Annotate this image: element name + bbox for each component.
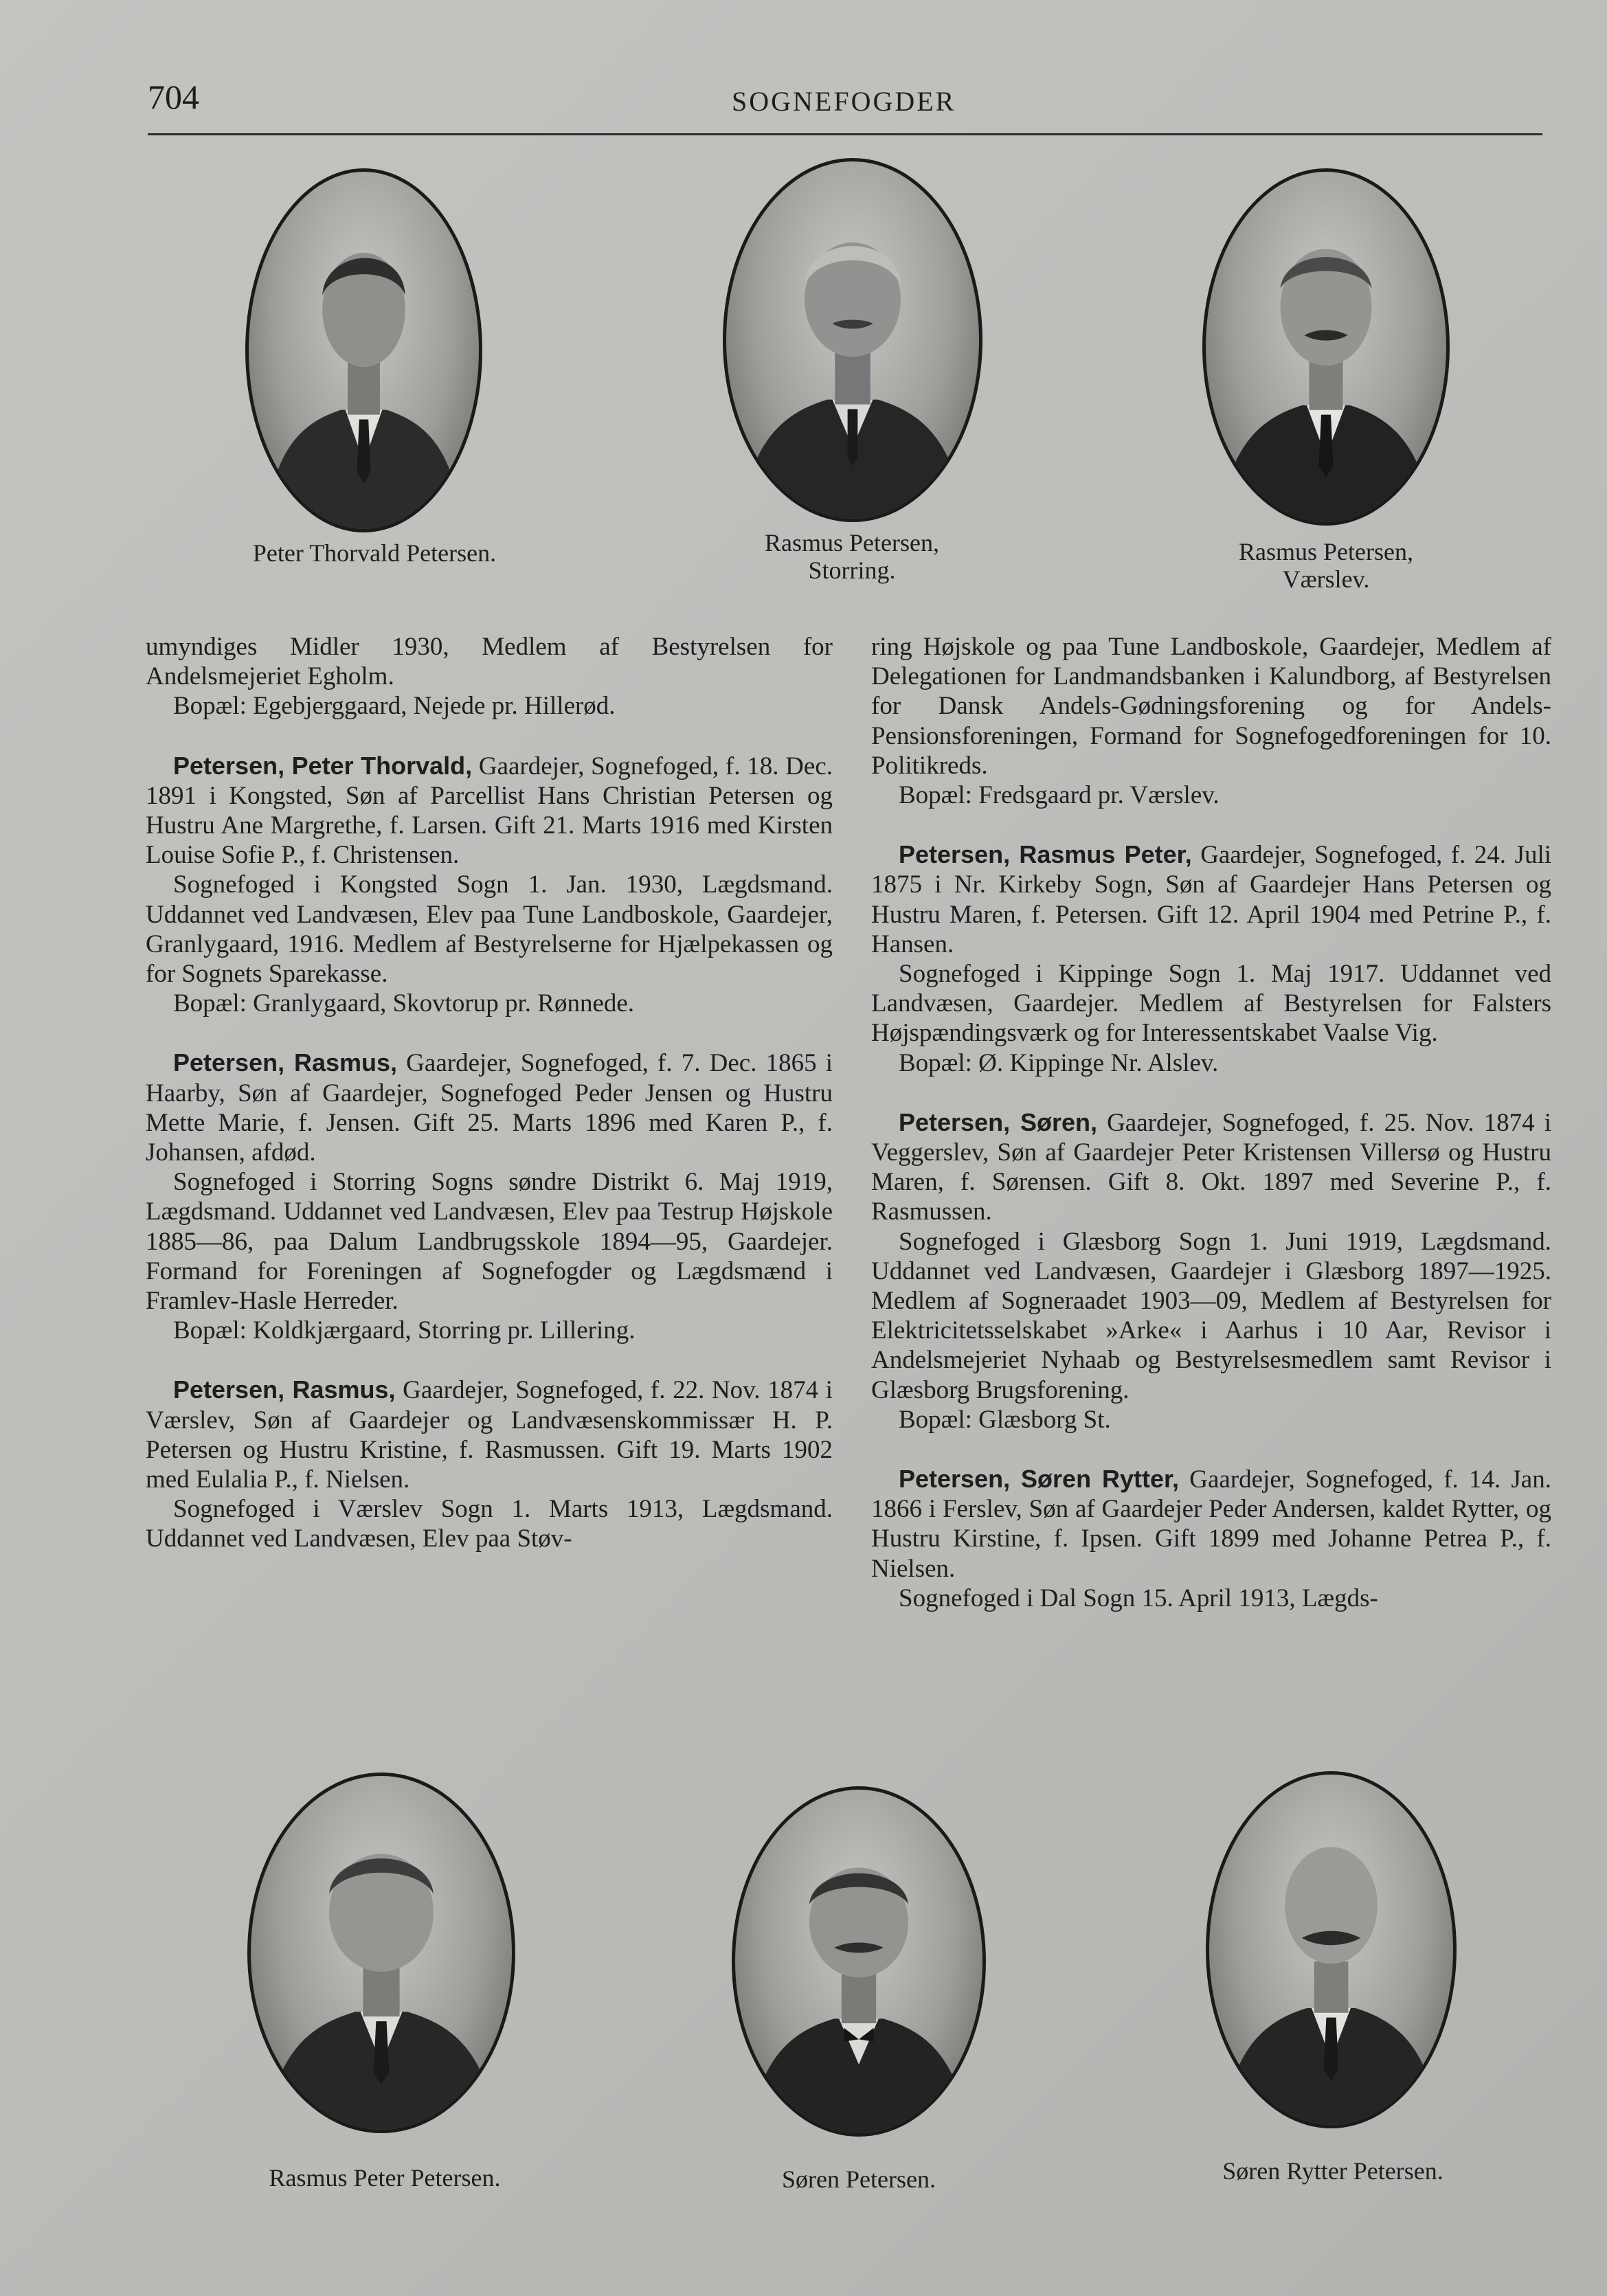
portrait-rasmus-petersen-vaerslev [1154, 168, 1498, 601]
entry-name: Petersen, Rasmus, [173, 1048, 398, 1077]
portrait-silhouette [1209, 1775, 1453, 2125]
text-paragraph: Bopæl: Ø. Kippinge Nr. Alslev. [899, 1048, 1219, 1077]
text-paragraph: Bopæl: Egebjerggaard, Nejede pr. Hillerød. [173, 692, 616, 721]
portrait-caption: Søren Petersen. [782, 2165, 936, 2193]
text-paragraph: Sognefoged i Kippinge Sogn 1. Maj 1917. Uddannet ved Landvæsen, Gaardejer. Medlem af Bestyrelsen for Falsters Højspændingsværk og for Interessentskabet Vaalse Vig. [871, 960, 1551, 1048]
running-title: SOGNEFOGDER [732, 86, 956, 117]
biography-entry [146, 751, 833, 870]
portrait-photo [245, 168, 482, 532]
entry-text: Gaardejer, Sognefoged, f. 25. Nov. 1874 i Veggerslev, Søn af Gaardejer Peter Kristensen Villersø og Hustru Maren, f. Sørensen. Gift 8. Okt. 1897 med Severine P., f. Rasmussen. [871, 1108, 1551, 1226]
portrait-caption-line-2: Storring. [808, 556, 896, 584]
biography-entry [871, 840, 1551, 959]
portrait-caption: Peter Thorvald Petersen. [252, 539, 497, 567]
text-paragraph: Sognefoged i Storring Sogns søndre Distrikt 6. Maj 1919, Lægdsmand. Uddannet ved Landvæsen, Elev paa Testrup Højskole 1885—86, paa Dalum Landbrugsskole 1894—95, Gaardejer. Formand for Foreningen af Sognefogder og Lægdsmænd i Framlev-Hasle Herreder. [146, 1168, 833, 1316]
entry-name: Petersen, Peter Thorvald, [173, 751, 473, 780]
entry-name: Petersen, Søren, [899, 1107, 1097, 1136]
portrait-caption-line-1: Rasmus Petersen, [1239, 538, 1413, 565]
portrait-photo [732, 1786, 986, 2137]
portrait-photo [247, 1772, 515, 2133]
text-paragraph: Sognefoged i Glæsborg Sogn 1. Juni 1919, Lægdsmand. Uddannet ved Landvæsen, Gaardejer i Glæsborg 1897—1925. Medlem af Sogneraadet 1903—09, Medlem af Bestyrelsen for Elektricitetsselskabet »Arke« i Aarhus i 10 Aar, Revisor i Andelsmejeriet Nyhaab og Bestyrelsesmedlem samt Revisor i Glæsborg Brugsforening. [871, 1227, 1551, 1404]
text-paragraph: Sognefoged i Værslev Sogn 1. Marts 1913, Lægdsmand. Uddannet ved Landvæsen, Elev paa Støv- [146, 1495, 833, 1553]
portrait-photo [1202, 168, 1450, 526]
portrait-photo [1206, 1771, 1457, 2128]
portrait-peter-thorvald-petersen [203, 168, 546, 594]
text-paragraph: Sognefoged i Dal Sogn 15. April 1913, Lægds- [899, 1584, 1378, 1612]
header-rule [148, 133, 1542, 135]
right-text-column [871, 632, 1551, 1613]
entry-text: Gaardejer, Sognefoged, f. 18. Dec. 1891 i Kongsted, Søn af Parcellist Hans Christian Petersen og Hustru Ane Margrethe, f. Larsen. Gift 21. Marts 1916 med Kirsten Louise Sofie P., f. Christensen. [146, 752, 833, 870]
entry-name: Petersen, Rasmus, [173, 1375, 396, 1404]
biography-entry [871, 1464, 1551, 1584]
portrait-caption-line-2: Værslev. [1282, 565, 1370, 593]
portrait-soren-rytter-petersen [1168, 1771, 1498, 2197]
portrait-photo [723, 158, 982, 522]
biography-entry [871, 1107, 1551, 1227]
text-paragraph: Bopæl: Koldkjærgaard, Storring pr. Lillering. [173, 1316, 636, 1345]
portrait-silhouette [1206, 172, 1446, 522]
biography-entry [146, 1048, 833, 1167]
entry-name: Petersen, Rasmus Peter, [899, 840, 1192, 869]
entry-text: Gaardejer, Sognefoged, f. 24. Juli 1875 i Nr. Kirkeby Sogn, Søn af Gaardejer Hans Petersen og Hustru Maren, f. Petersen. Gift 12. April 1904 med Petrine P., f. Hansen. [871, 841, 1551, 958]
portrait-caption: Søren Rytter Petersen. [1222, 2157, 1443, 2185]
portrait-soren-petersen [708, 1786, 1010, 2198]
portrait-caption-line-1: Rasmus Petersen, [765, 529, 939, 556]
text-paragraph: Bopæl: Granlygaard, Skovtorup pr. Rønnede. [173, 989, 635, 1018]
text-paragraph: Bopæl: Fredsgaard pr. Værslev. [899, 781, 1220, 810]
entry-name: Petersen, Søren Rytter, [899, 1465, 1180, 1494]
text-paragraph: Bopæl: Glæsborg St. [899, 1405, 1111, 1434]
text-paragraph: ring Højskole og paa Tune Landboskole, Gaardejer, Medlem af Delegationen for Landmandsbanken i Kalundborg, af Bestyrelsen for Dansk Andels-Gødningsforening og for Andels-Pensionsforeningen, Formand for Sognefogedforeningen for 10. Politikreds. [871, 633, 1551, 780]
entry-text: Gaardejer, Sognefoged, f. 14. Jan. 1866 i Ferslev, Søn af Gaardejer Peder Andersen, kaldet Rytter, og Hustru Kirstine, f. Ipsen. Gift 1899 med Johanne Petrea P., f. Nielsen. [871, 1465, 1551, 1583]
page-header [148, 77, 1542, 139]
portrait-silhouette [735, 1790, 982, 2133]
left-text-column [146, 632, 833, 1554]
text-paragraph: Sognefoged i Kongsted Sogn 1. Jan. 1930, Lægdsmand. Uddannet ved Landvæsen, Elev paa Tune Landboskole, Gaardejer, Granlygaard, 1916. Medlem af Bestyrelserne for Hjælpekassen og for Sognets Sparekasse. [146, 870, 833, 989]
portrait-silhouette [726, 161, 979, 519]
entry-text: Gaardejer, Sognefoged, f. 7. Dec. 1865 i Haarby, Søn af Gaardejer, Sognefoged Peder Jensen og Hustru Mette Marie, f. Jensen. Gift 25. Marts 1896 med Karen P., f. Johansen, afdød. [146, 1049, 833, 1167]
text-paragraph: umyndiges Midler 1930, Medlem af Bestyrelsen for Andelsmejeriet Egholm. [146, 633, 833, 691]
portrait-silhouette [251, 1776, 512, 2130]
portrait-caption: Rasmus Peter Petersen. [269, 2164, 501, 2192]
entry-text: Gaardejer, Sognefoged, f. 22. Nov. 1874 i Værslev, Søn af Gaardejer og Landvæsenskommissær H. P. Petersen og Hustru Kristine, f. Rasmussen. Gift 19. Marts 1902 med Eulalia P., f. Nielsen. [146, 1376, 833, 1494]
biography-entry [146, 1375, 833, 1494]
portrait-rasmus-peter-petersen [220, 1772, 550, 2198]
portrait-silhouette [249, 172, 479, 529]
page-number: 704 [148, 78, 199, 116]
portrait-rasmus-petersen-storring [680, 158, 1024, 598]
